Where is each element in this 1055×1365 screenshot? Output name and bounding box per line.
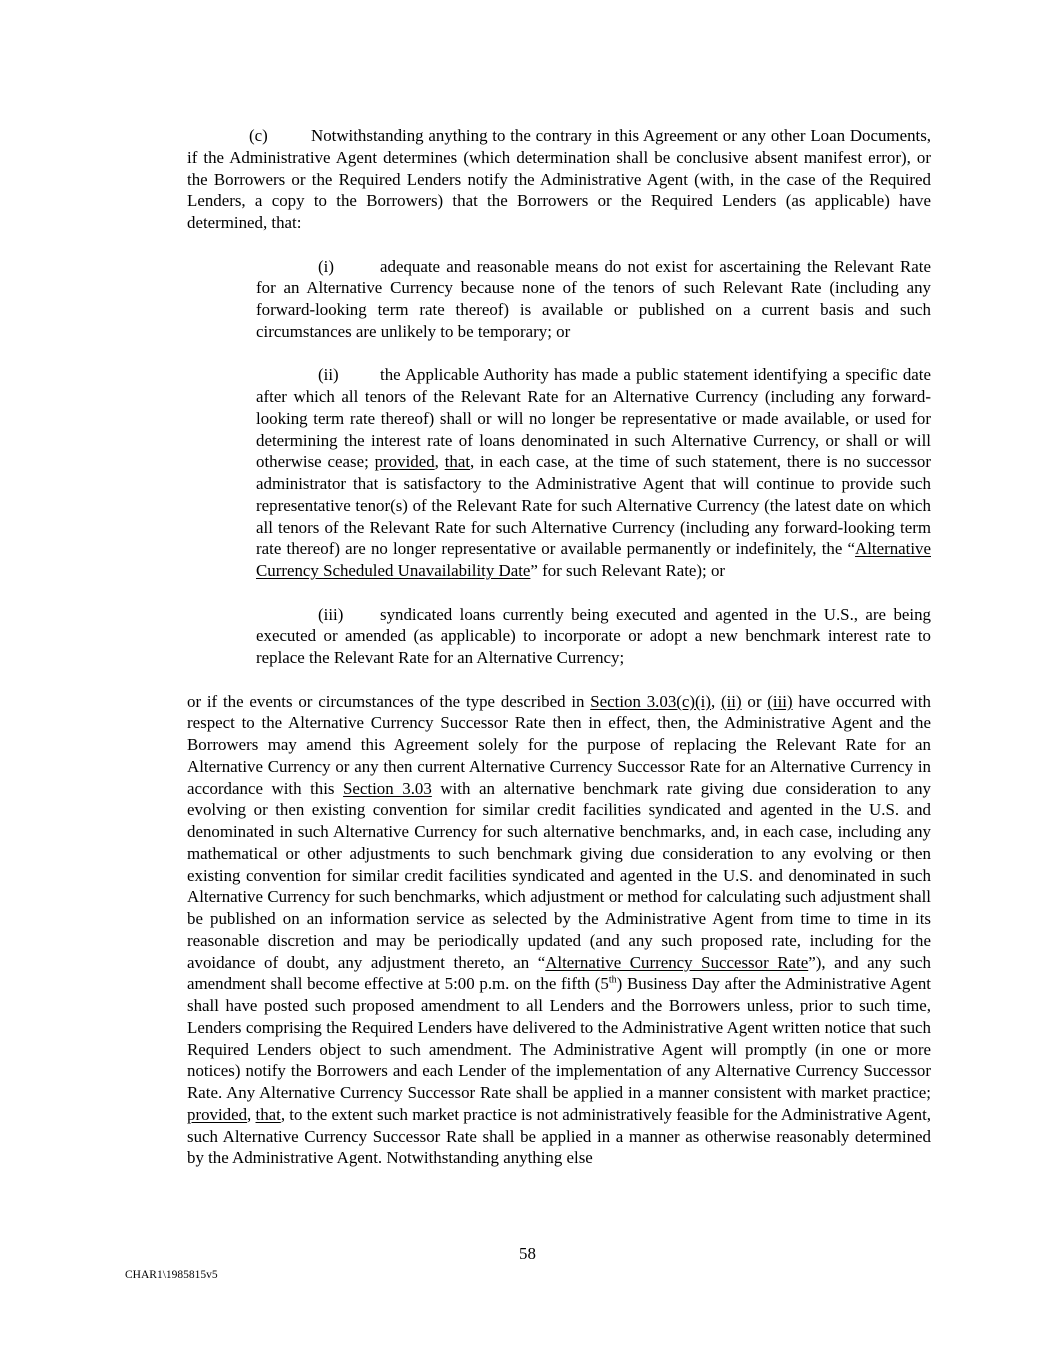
clause-iii-text: syndicated loans currently being executed and agented in the U.S., are being executed or amended (as applicable) to incorporate or adopt a new benchmark interest rate to replace the Relevant Rate for an Alternative Currency; xyxy=(256,604,931,667)
ordinal-superscript: th xyxy=(608,974,617,986)
document-body xyxy=(187,125,931,1191)
provided-term: provided xyxy=(374,452,435,472)
separator: or xyxy=(741,691,768,711)
that-term: that xyxy=(444,452,471,472)
closing-text-4: ”), and any such amendment shall become effective at 5:00 p.m. on the fifth (5 xyxy=(187,952,931,994)
defined-term-unavailability-date: Alternative Currency Scheduled Unavailability Date xyxy=(256,539,931,580)
section-text: Notwithstanding anything to the contrary in this Agreement or any other Loan Documents, if the Administrative Agent determines (which determination shall be conclusive absent manifest error), or the Borrowers or the Required Lenders notify the Administrative Agent (with, in the case of the Required Lenders, a copy to the Borrowers) that the Borrowers or the Required Lenders (as applicable) have determined, that: xyxy=(187,126,931,232)
that-term: that xyxy=(255,1104,281,1124)
clause-i-label: (i) xyxy=(318,256,334,276)
clause-iii-paragraph xyxy=(256,604,931,669)
closing-text-5: ) Business Day after the Administrative Agent shall have posted such proposed amendment to all Lenders and the Borrowers unless, prior to such time, Lenders comprising the Required Lenders have delivered to the Administrative Agent written notice that such Required Lenders object to such amendment. The Administrative Agent will promptly (in one or more notices) notify the Borrowers and each Lender of the implementation of any Alternative Currency Successor Rate. Any Alternative Currency Successor Rate shall be applied in a manner consistent with market practice; xyxy=(187,974,931,1102)
page-number: 58 xyxy=(519,1244,536,1263)
clause-i-paragraph xyxy=(256,256,931,343)
section-label: (c) xyxy=(249,126,268,145)
closing-text-2: have occurred with respect to the Alternative Currency Successor Rate then in effect, then, the Administrative Agent and the Borrowers may amend this Agreement solely for the purpose of replacing the Relevant Rate for an Alternative Currency or any then current Alternative Currency Successor Rate for an Alternative Currency in accordance with this xyxy=(187,691,931,798)
section-3-03-c-paragraph xyxy=(187,125,931,234)
provided-term: provided xyxy=(187,1104,248,1124)
clause-iii-label: (iii) xyxy=(318,604,344,624)
closing-text-1: or if the events or circumstances of the type described in xyxy=(187,691,591,711)
clause-ii-text-3: ” for such Relevant Rate); or xyxy=(530,561,726,580)
comma: , xyxy=(247,1104,256,1124)
defined-term-successor-rate: Alternative Currency Successor Rate xyxy=(545,952,809,972)
document-id: CHAR1\1985815v5 xyxy=(125,1269,218,1281)
closing-text-6: , to the extent such market practice is not administratively feasible for the Administrative Agent, such Alternative Currency Successor Rate shall be applied in a manner as otherwise reasonably determined by the Administrative Agent. Notwithstanding anything else xyxy=(187,1104,931,1168)
section-ref-3-03-c-i: Section 3.03(c)(i) xyxy=(590,691,711,711)
clause-ii-label: (ii) xyxy=(318,365,339,385)
separator: , xyxy=(710,691,721,711)
section-ref-3-03: Section 3.03 xyxy=(343,778,432,798)
clause-ii-paragraph xyxy=(256,364,931,582)
clause-i-text: adequate and reasonable means do not exist for ascertaining the Relevant Rate for an Alternative Currency because none of the tenors of such Relevant Rate (including any forward-looking term rate thereof) is available or published on a current basis and such circumstances are unlikely to be temporary; or xyxy=(256,256,931,341)
closing-paragraph xyxy=(187,691,931,1170)
clause-ii-text-1: the Applicable Authority has made a public statement identifying a specific date after which all tenors of the Relevant Rate for an Alternative Currency (including any forward-looking term rate thereof) shall or will no longer be representative or made available, or used for determining the interest rate of loans denominated in such Alternative Currency, or shall or will otherwise cease; xyxy=(256,365,931,472)
comma: , xyxy=(434,452,445,472)
section-ref-ii: (ii) xyxy=(720,691,742,711)
closing-text-3: with an alternative benchmark rate giving due consideration to any evolving or then existing convention for similar credit facilities syndicated and agented in the U.S. and denominated in such Alternative Currency for such alternative benchmarks, and, in each case, including any mathematical or other adjustments to such benchmark giving due consideration to any evolving or then existing convention for similar credit facilities syndicated and agented in the U.S. and denominated in such Alternative Currency for such benchmarks, which adjustment or method for calculating such adjustment shall be published on an information service as selected by the Administrative Agent from time to time in its reasonable discretion and may be periodically updated (and any such proposed rate, including for the avoidance of doubt, any adjustment thereto, an “ xyxy=(187,778,931,972)
clause-ii-text-2: , in each case, at the time of such statement, there is no successor administrator that is satisfactory to the Administrative Agent that will continue to provide such representative tenor(s) of the Relevant Rate for such Alternative Currency (the latest date on which all tenors of the Relevant Rate for such Alternative Currency (including any forward-looking term rate thereof) are no longer representative or available permanently or indefinitely, the “ xyxy=(256,452,931,559)
section-ref-iii: (iii) xyxy=(767,691,793,711)
